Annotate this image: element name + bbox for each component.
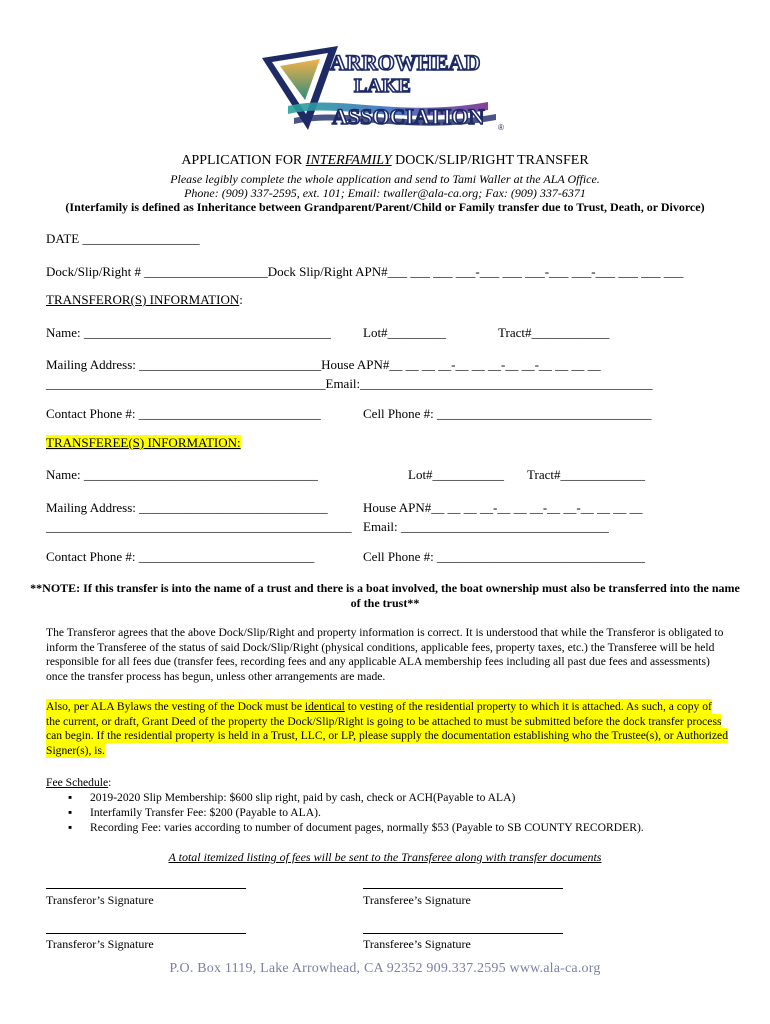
transferee-signature-line-1[interactable] — [363, 888, 563, 889]
fee-schedule-heading — [46, 775, 644, 790]
office-contact-text: Phone: (909) 337-2595, ext. 101; Email: twaller@ala-ca.org; Fax: (909) 337-6371 — [184, 186, 586, 200]
transferee-signature-label-2: Transferee’s Signature — [363, 937, 471, 951]
transferee-signature-label-1: Transferee’s Signature — [363, 893, 471, 907]
dock-slip-apn-field[interactable]: Dock/Slip/Right # ___________________Dock Slip/Right APN#___ ___ ___ ___-___ ___ ___-___ ___-___ ___ ___ ___ — [46, 264, 684, 279]
transferee-lot-field[interactable]: Lot#___________ — [408, 467, 505, 482]
interfamily-definition: (Interfamily is defined as Inheritance between Grandparent/Parent/Child or Family transfer due to Trust, Death, or Divorce) — [65, 200, 705, 214]
date-field[interactable]: DATE __________________ — [46, 231, 200, 246]
logo-line2: LAKE — [354, 75, 411, 97]
footer-address: P.O. Box 1119, Lake Arrowhead, CA 92352 909.337.2595 www.ala-ca.org — [169, 961, 601, 976]
title-prefix: APPLICATION FOR — [181, 153, 306, 168]
ala-logo — [258, 44, 510, 134]
transferee-name-field[interactable]: Name: ____________________________________ — [46, 467, 318, 482]
bylaws-text-pre: Also, per ALA Bylaws the vesting of the Dock must be — [46, 700, 305, 713]
transferor-signature-label-2: Transferor’s Signature — [46, 937, 154, 951]
registered-mark: ® — [498, 123, 504, 132]
transferee-mailing-field[interactable]: Mailing Address: _____________________________ — [46, 500, 328, 515]
fee-schedule-heading-text: Fee Schedule — [46, 776, 109, 789]
transferor-mailing-field[interactable]: Mailing Address: ____________________________House APN#__ __ __ __-__ __ __-__ __-__ __ __ __ — [46, 357, 601, 372]
title-suffix: DOCK/SLIP/RIGHT TRANSFER — [391, 153, 589, 168]
logo-line3: ASSOCIATION — [332, 104, 485, 129]
fee-item: ▪ Recording Fee: varies according to number of document pages, normally $53 (Payable to SB COUNTY RECORDER). — [46, 820, 644, 835]
transferee-tract-field[interactable]: Tract#_____________ — [527, 467, 645, 482]
transferor-heading-colon: : — [239, 292, 243, 307]
arrowhead-logo-graphic — [258, 44, 510, 134]
transferor-name-field[interactable]: Name: ______________________________________ — [46, 325, 331, 340]
transferor-heading — [46, 292, 243, 307]
transferee-heading-text: TRANSFEREE(S) INFORMATION: — [46, 435, 241, 450]
title-emphasis: INTERFAMILY — [305, 153, 392, 168]
instructions-text: Please legibly complete the whole application and send to Tami Waller at the ALA Office. — [170, 172, 600, 186]
fee-item: ▪ Interfamily Transfer Fee: $200 (Payable to ALA). — [46, 805, 644, 820]
transferor-tract-field[interactable]: Tract#____________ — [498, 325, 610, 340]
transferor-email-field[interactable]: ___________________________________________Email:_____________________________________________ — [46, 376, 653, 391]
transferor-lot-field[interactable]: Lot#_________ — [363, 325, 447, 340]
form-title — [0, 153, 770, 169]
transferee-cell-phone-field[interactable]: Cell Phone #: ________________________________ — [363, 549, 646, 564]
transferor-signature-line-1[interactable] — [46, 888, 246, 889]
transferee-signature-line-2[interactable] — [363, 933, 563, 934]
bylaws-highlight — [46, 699, 728, 758]
transferee-heading — [46, 435, 241, 450]
bylaws-text-post: to vesting of the residential property to which it is attached. As such, a copy of the current, or draft, Grant Deed of the property the Dock/Slip/Right is going to be attached to must be submitted before the dock transfer process can begin. If the residential property is held in a Trust, LLC, or LP, please supply the documentation establishing who the Trustee(s), or Authorized Signer(s), is. — [46, 700, 728, 757]
transferee-email-field[interactable]: Email: ________________________________ — [363, 519, 609, 534]
transferee-house-apn-field[interactable]: House APN#__ __ __ __-__ __ __-__ __-__ __ __ __ — [363, 500, 643, 515]
transferor-signature-line-2[interactable] — [46, 933, 246, 934]
transferor-heading-text: TRANSFEROR(S) INFORMATION — [46, 292, 240, 307]
transferee-mailing-line2[interactable]: _______________________________________________ — [46, 519, 352, 534]
bylaws-vesting-paragraph — [46, 700, 728, 758]
bylaws-text-identical: identical — [304, 700, 345, 713]
fee-item: ▪ 2019-2020 Slip Membership: $600 slip right, paid by cash, check or ACH(Payable to ALA) — [46, 790, 644, 805]
transferor-cell-phone-field[interactable]: Cell Phone #: _________________________________ — [363, 406, 652, 421]
itemized-fees-note: A total itemized listing of fees will be sent to the Transferee along with transfer documents — [168, 850, 602, 864]
transferee-contact-phone-field[interactable]: Contact Phone #: ___________________________ — [46, 549, 315, 564]
trust-boat-note: **NOTE: If this transfer is into the name of a trust and there is a boat involved, the boat ownership must also be transferred into the name of the trust** — [30, 581, 740, 610]
fee-list — [46, 790, 644, 835]
fee-schedule — [46, 775, 644, 835]
transferor-contact-phone-field[interactable]: Contact Phone #: ____________________________ — [46, 406, 321, 421]
fee-schedule-heading-colon: : — [108, 776, 112, 789]
transferor-agreement-paragraph: The Transferor agrees that the above Dock/Slip/Right and property information is correct. It is understood that while the Transferor is obligated to inform the Transferee of the status of said Dock/Slip/Right (physical conditions, applicable fees, property taxes, etc.) the Transferee will be held responsible for all fees due (transfer fees, recording fees and any applicable ALA membership fees including all past due fees and assessments) once the transfer process has begun, unless other arrangements are made. — [46, 626, 724, 683]
transferor-signature-label-1: Transferor’s Signature — [46, 893, 154, 907]
logo-line1: ARROWHEAD — [330, 50, 481, 75]
